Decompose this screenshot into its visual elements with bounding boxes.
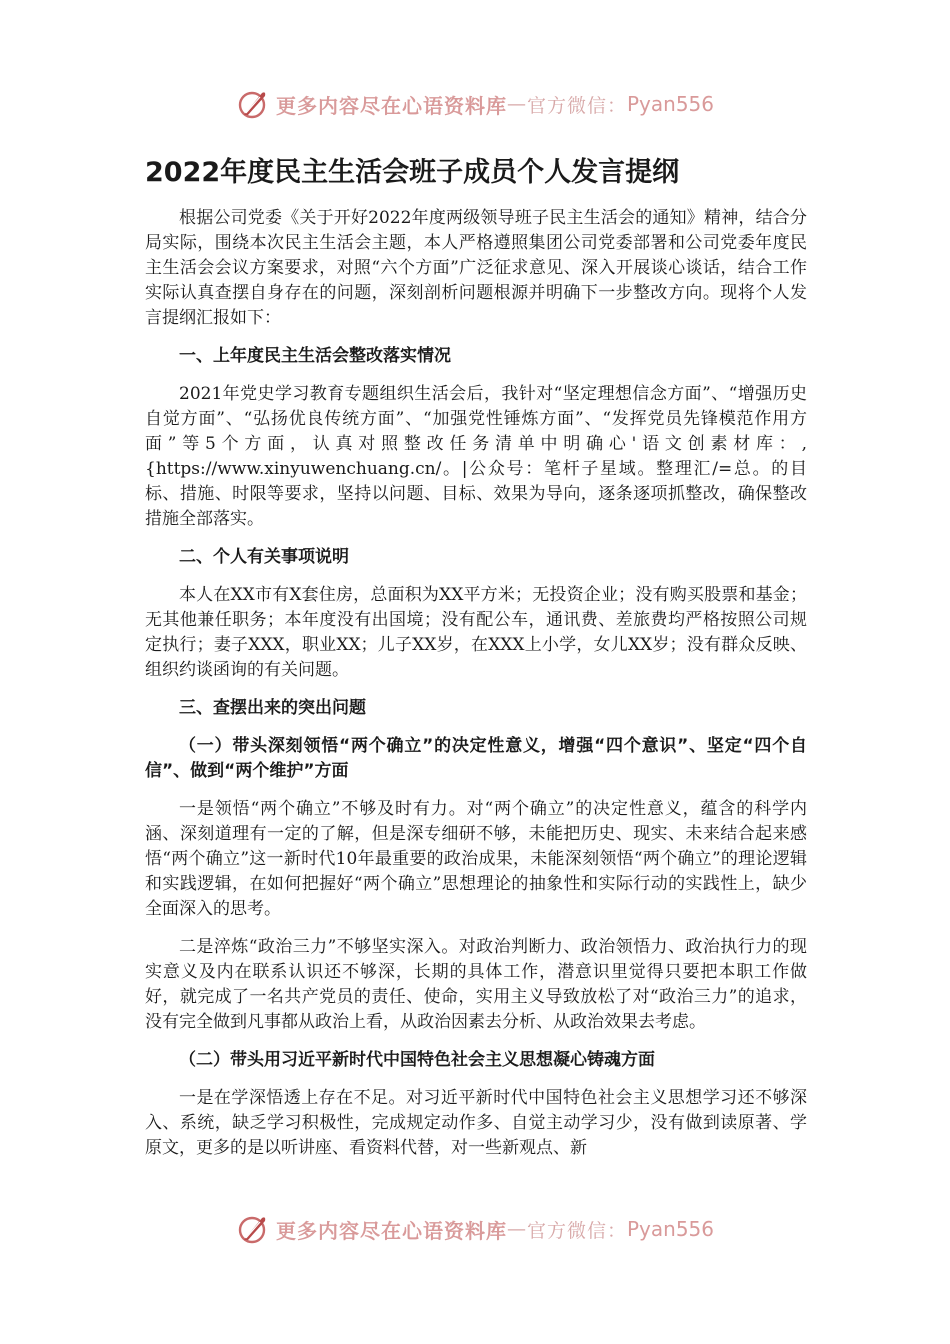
subsection-heading-2: （二）带头用习近平新时代中国特色社会主义思想凝心铸魂方面 — [179, 1050, 655, 1070]
section-1-paragraph: 2021年党史学习教育专题组织生活会后，我针对“坚定理想信念方面”、“增强历史自觉方面”、“弘扬优良传统方面”、“加强党性锤炼方面”、“发挥党员先锋模范作用方面”等5个方面，认真对照整改任务清单中明确心'语文创素材库：,{https://www.xinyuwenchuang.cn/。|公众号：笔杆子星域。整理汇/=总。的目标、措施、时限等要求，坚持以问题、目标、效果为导向，逐条逐项抓整改，确保整改措施全部落实。 — [145, 384, 807, 529]
document-body — [145, 206, 807, 1161]
banner-text: 更多内容尽在心语资料库 — [275, 1218, 507, 1243]
intro-paragraph: 根据公司党委《关于开好2022年度两级领导班子民主生活会的通知》精神，结合分局实际，围绕本次民主生活会主题，本人严格遵照集团公司党委部署和公司党委年度民主生活会会议方案要求，对照“六个方面”广泛征求意见、深入开展谈心谈话，结合工作实际认真查摆自身存在的问题，深刻剖析问题根源并明确下一步整改方向。现将个人发言提纲汇报如下： — [145, 208, 807, 328]
quill-logo-icon — [236, 1212, 270, 1246]
section-2-paragraph: 本人在XX市有X套住房，总面积为XX平方米；无投资企业；没有购买股票和基金；无其他兼任职务；本年度没有出国境；没有配公车，通讯费、差旅费均严格按照公司规定执行；妻子XXX，职业XX；儿子XX岁，在XXX上小学，女儿XX岁；没有群众反映、组织约谈函询的有关问题。 — [145, 585, 807, 680]
section-heading-3: 三、查摆出来的突出问题 — [179, 698, 366, 718]
banner-wechat-id: Pyan556 — [627, 92, 715, 116]
banner-dash: — — [506, 1218, 527, 1240]
banner-wechat-id: Pyan556 — [627, 1217, 715, 1241]
subsection-1-paragraph-2: 二是淬炼“政治三力”不够坚实深入。对政治判断力、政治领悟力、政治执行力的现实意义及内在联系认识还不够深，长期的具体工作，潜意识里觉得只要把本职工作做好，就完成了一名共产党员的责任、使命，实用主义导致放松了对“政治三力”的追求，没有完全做到凡事都从政治上看，从政治因素去分析、从政治效果去考虑。 — [145, 937, 807, 1032]
document-title: 2022年度民主生活会班子成员个人发言提纲 — [145, 157, 680, 188]
section-heading-1: 一、上年度民主生活会整改落实情况 — [179, 346, 451, 366]
section-heading-2: 二、个人有关事项说明 — [179, 547, 349, 567]
quill-logo-icon — [236, 87, 270, 121]
header-watermark-banner — [0, 84, 950, 124]
banner-wechat-label: 官方微信： — [526, 94, 627, 117]
subsection-heading-1: （一）带头深刻领悟“两个确立”的决定性意义，增强“四个意识”、坚定“四个自信”、做到“两个维护”方面 — [145, 736, 807, 781]
subsection-2-paragraph-1: 一是在学深悟透上存在不足。对习近平新时代中国特色社会主义思想学习还不够深入、系统，缺乏学习积极性，完成规定动作多、自觉主动学习少，没有做到读原著、学原文，更多的是以听讲座、看资料代替，对一些新观点、新 — [145, 1088, 807, 1158]
banner-text: 更多内容尽在心语资料库 — [275, 93, 507, 118]
subsection-1-paragraph-1: 一是领悟“两个确立”不够及时有力。对“两个确立”的决定性意义，蕴含的科学内涵、深刻道理有一定的了解，但是深专细研不够，未能把历史、现实、未来结合起来感悟“两个确立”这一新时代10年最重要的政治成果，未能深刻领悟“两个确立”的理论逻辑和实践逻辑，在如何把握好“两个确立”思想理论的抽象性和实际行动的实践性上，缺少全面深入的思考。 — [145, 799, 807, 919]
banner-wechat-label: 官方微信： — [526, 1219, 627, 1242]
banner-dash: — — [506, 93, 527, 115]
footer-watermark-banner — [0, 1209, 950, 1249]
